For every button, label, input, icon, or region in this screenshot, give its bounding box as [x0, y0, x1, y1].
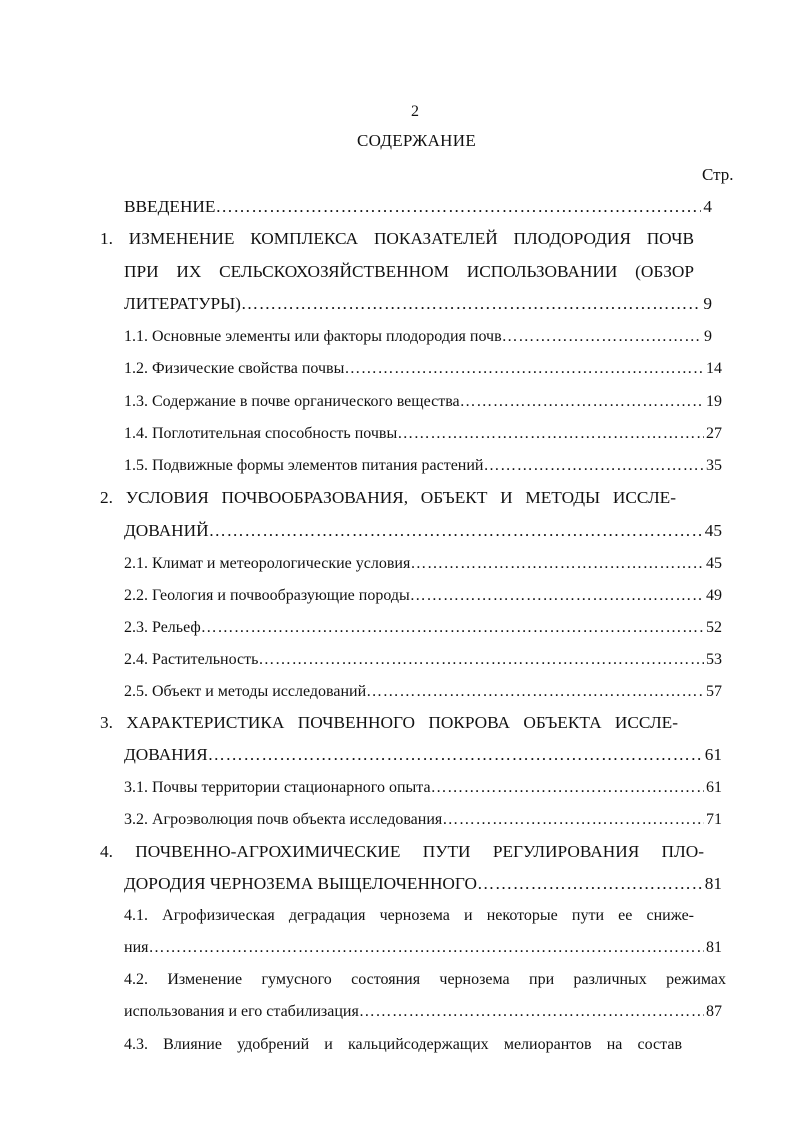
- toc-page-number: 81: [706, 939, 722, 956]
- toc-entry-2-2: [124, 587, 722, 605]
- leader-dots: [208, 745, 703, 765]
- toc-entry-text: 1.3. Содержание в почве органического вещества: [124, 393, 460, 410]
- leader-dots: [477, 874, 703, 894]
- toc-page-number: 49: [706, 587, 722, 604]
- toc-entry-text: 2.4. Растительность: [124, 651, 259, 668]
- toc-entry-text: 1.4. Поглотительная способность почвы: [124, 425, 398, 442]
- leader-dots: [410, 587, 704, 605]
- toc-page-number: 45: [706, 555, 722, 572]
- toc-entry-intro: [124, 197, 712, 217]
- toc-entry-text: ДОВАНИЯ: [124, 745, 208, 764]
- leader-dots: [201, 619, 704, 637]
- toc-page-number: 81: [704, 874, 722, 893]
- toc-entry-text: ДОВАНИЙ: [124, 521, 209, 540]
- leader-dots: [460, 393, 704, 411]
- toc-entry-text: 2.2. Геология и почвообразующие породы: [124, 587, 410, 604]
- leader-dots: [442, 811, 704, 829]
- toc-page-number: 4: [703, 197, 712, 216]
- toc-entry-text: 1.2. Физические свойства почвы: [124, 360, 345, 377]
- toc-entry-text: 3.1. Почвы территории стационарного опыта: [124, 779, 431, 796]
- toc-page-number: 9: [704, 328, 712, 345]
- toc-page-number: 61: [704, 745, 722, 764]
- toc-chapter-2-line-2: [124, 521, 722, 541]
- toc-page-number: 45: [704, 521, 722, 540]
- toc-entry-4-2-line-2: [124, 1003, 722, 1021]
- toc-entry-text: 2.5. Объект и методы исследований: [124, 683, 367, 700]
- toc-entry-2-3: [124, 619, 722, 637]
- toc-chapter-1-line-2: ПРИ ИХ СЕЛЬСКОХОЗЯЙСТВЕННОМ ИСПОЛЬЗОВАНИИ (ОБЗОР: [124, 262, 694, 281]
- toc-entry-1-3: [124, 393, 722, 411]
- leader-dots: [241, 294, 701, 314]
- leader-dots: [344, 360, 704, 378]
- toc-entry-text: ния: [124, 939, 149, 956]
- toc-chapter-2-line-1: 2. УСЛОВИЯ ПОЧВООБРАЗОВАНИЯ, ОБЪЕКТ И МЕТОДЫ ИССЛЕ-: [100, 488, 676, 507]
- toc-entry-2-4: [124, 651, 722, 669]
- toc-page-number: 35: [706, 457, 722, 474]
- toc-entry-text: ВВЕДЕНИЕ: [124, 197, 216, 216]
- toc-entry-2-5: [124, 683, 722, 701]
- page-title: СОДЕРЖАНИЕ: [356, 131, 477, 150]
- leader-dots: [359, 1003, 704, 1021]
- toc-page-number: 87: [706, 1003, 722, 1020]
- toc-chapter-1-line-1: 1. ИЗМЕНЕНИЕ КОМПЛЕКСА ПОКАЗАТЕЛЕЙ ПЛОДОРОДИЯ ПОЧВ: [100, 229, 694, 248]
- toc-chapter-1-line-3: [124, 294, 712, 314]
- page-number: 2: [411, 103, 419, 120]
- toc-entry-text: 2.3. Рельеф: [124, 619, 201, 636]
- leader-dots: [258, 651, 704, 669]
- leader-dots: [209, 521, 703, 541]
- toc-page-number: 27: [706, 425, 722, 442]
- leader-dots: [215, 197, 701, 217]
- toc-entry-text: 3.2. Агроэволюция почв объекта исследования: [124, 811, 443, 828]
- toc-chapter-3-line-2: [124, 745, 722, 765]
- toc-entry-text: 2.1. Климат и метеорологические условия: [124, 555, 411, 572]
- leader-dots: [148, 939, 704, 957]
- toc-page-number: 52: [706, 619, 722, 636]
- leader-dots: [502, 328, 702, 346]
- toc-chapter-4-line-1: 4. ПОЧВЕННО-АГРОХИМИЧЕСКИЕ ПУТИ РЕГУЛИРОВАНИЯ ПЛО-: [100, 842, 704, 861]
- toc-chapter-4-line-2: [124, 874, 722, 894]
- toc-entry-text: ДОРОДИЯ ЧЕРНОЗЕМА ВЫЩЕЛОЧЕННОГО: [124, 874, 477, 893]
- toc-page-number: 9: [703, 294, 712, 313]
- toc-page-number: 57: [706, 683, 722, 700]
- toc-entry-3-2: [124, 811, 722, 829]
- toc-entry-text: ЛИТЕРАТУРЫ): [124, 294, 241, 313]
- toc-entry-1-5: [124, 457, 722, 475]
- toc-entry-1-4: [124, 425, 722, 443]
- toc-entry-4-3-line-1: 4.3. Влияние удобрений и кальцийсодержащих мелиорантов на состав: [124, 1036, 682, 1053]
- toc-entry-1-2: [124, 360, 722, 378]
- leader-dots: [431, 779, 704, 797]
- toc-page-number: 61: [706, 779, 722, 796]
- toc-page-number: 53: [706, 651, 722, 668]
- page-column-label: Стр.: [702, 165, 734, 184]
- toc-chapter-3-line-1: 3. ХАРАКТЕРИСТИКА ПОЧВЕННОГО ПОКРОВА ОБЪЕКТА ИССЛЕ-: [100, 713, 678, 732]
- leader-dots: [410, 555, 704, 573]
- toc-entry-4-1-line-2: [124, 939, 722, 957]
- toc-entry-3-1: [124, 779, 722, 797]
- toc-entry-4-1-line-1: 4.1. Агрофизическая деградация чернозема и некоторые пути ее сниже-: [124, 907, 694, 924]
- toc-entry-2-1: [124, 555, 722, 573]
- leader-dots: [397, 425, 704, 443]
- leader-dots: [484, 457, 705, 475]
- toc-page-number: 14: [706, 360, 722, 377]
- toc-entry-1-1: [124, 328, 712, 346]
- toc-entry-text: 1.5. Подвижные формы элементов питания растений: [124, 457, 484, 474]
- toc-page-number: 71: [706, 811, 722, 828]
- toc-entry-4-2-line-1: 4.2. Изменение гумусного состояния чернозема при различных режимах: [124, 971, 726, 988]
- toc-page-number: 19: [706, 393, 722, 410]
- toc-entry-text: 1.1. Основные элементы или факторы плодородия почв: [124, 328, 502, 345]
- leader-dots: [366, 683, 704, 701]
- toc-entry-text: использования и его стабилизация: [124, 1003, 359, 1020]
